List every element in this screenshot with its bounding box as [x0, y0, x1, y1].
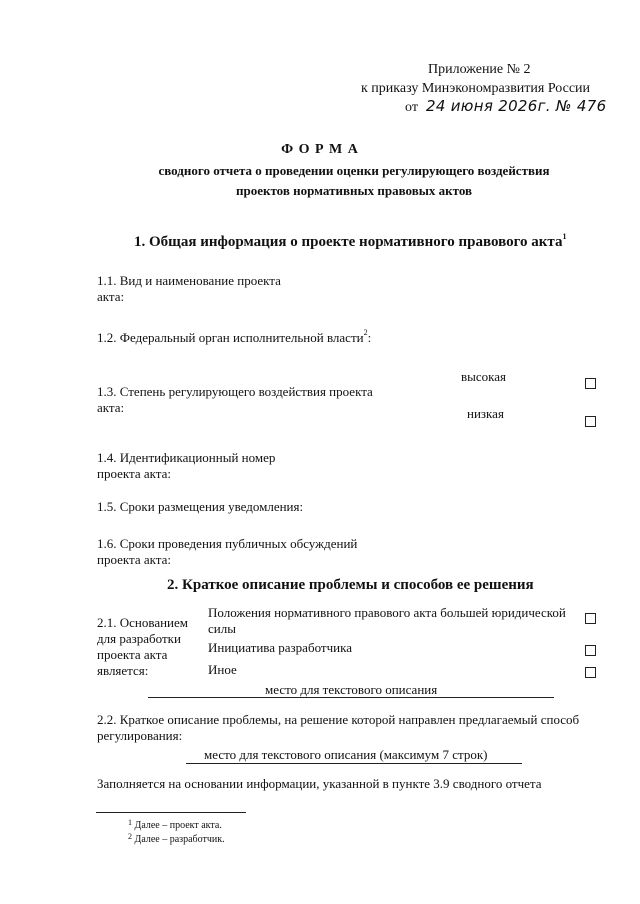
basis-option-2-label: Инициатива разработчика	[208, 640, 352, 655]
checkbox-legal-act[interactable]	[585, 613, 596, 624]
item-2-1-label-1: 2.1. Основанием	[97, 615, 189, 630]
item-1-6-label-cont: проекта акта:	[97, 552, 172, 567]
form-subtitle-2: проектов нормативных правовых актов	[235, 183, 473, 198]
handwritten-date-number: 24 июня 2026г. № 476	[426, 97, 607, 115]
section2-heading: 2. Краткое описание проблемы и способов ее решения	[167, 577, 534, 593]
section1-heading: 1. Общая информация о проекте нормативного правового акта$^1$	[134, 232, 567, 250]
footnote-1: $^1$ Далее – проект акта.	[128, 818, 222, 831]
item-2-1-label-2: для разработки	[97, 631, 181, 646]
item-1-2-label: 1.2. Федеральный орган исполнительной власти$^2$:	[97, 328, 372, 345]
appendix-number: Приложение № 2	[428, 62, 531, 77]
item-2-2-label-cont: регулирования:	[97, 728, 183, 743]
item-1-3-label: 1.3. Степень регулирующего воздействия проекта	[97, 384, 373, 399]
item-1-4-label: 1.4. Идентификационный номер	[97, 450, 276, 465]
item-1-1-label-cont: акта:	[97, 289, 125, 304]
checkbox-high[interactable]	[585, 378, 596, 389]
appendix-date-prefix: от	[405, 100, 418, 115]
item-2-1-label-3: проекта акта	[97, 647, 168, 662]
item-1-1-label: 1.1. Вид и наименование проекта	[97, 273, 281, 288]
footnote-divider	[96, 812, 246, 813]
basis-option-3-label: Иное	[208, 662, 237, 677]
form-title: Ф О Р М А	[281, 142, 359, 157]
item-2-2-label: 2.2. Краткое описание проблемы, на решение которой направлен предлагаемый способ	[97, 712, 580, 727]
checkbox-other[interactable]	[585, 667, 596, 678]
basis-option-1-label-cont: силы	[208, 621, 236, 636]
option-high-label: высокая	[461, 369, 507, 384]
item-1-5-label: 1.5. Сроки размещения уведомления:	[97, 499, 304, 514]
item-1-6-label: 1.6. Сроки проведения публичных обсуждений	[97, 536, 358, 551]
item-1-4-label-cont: проекта акта:	[97, 466, 172, 481]
form-subtitle-1: сводного отчета о проведении оценки регулирующего воздействия	[158, 163, 550, 178]
item-2-1-label-4: является:	[97, 663, 149, 678]
item-1-3-label-cont: акта:	[97, 400, 125, 415]
checkbox-low[interactable]	[585, 416, 596, 427]
basis-option-1-label: Положения нормативного правового акта большей юридической	[208, 605, 566, 620]
text-field-line-2[interactable]	[186, 763, 522, 764]
appendix-order: к приказу Минэкономразвития России	[361, 81, 591, 96]
footnote-2: $^2$ Далее – разработчик.	[128, 832, 225, 845]
option-low-label: низкая	[467, 406, 504, 421]
checkbox-developer-initiative[interactable]	[585, 645, 596, 656]
section2-note: Заполняется на основании информации, указанной в пункте 3.9 сводного отчета	[97, 776, 542, 791]
text-placeholder-2: место для текстового описания (максимум 7 строк)	[204, 747, 488, 762]
text-field-line-1[interactable]	[148, 697, 554, 698]
text-placeholder-1: место для текстового описания	[265, 682, 438, 697]
